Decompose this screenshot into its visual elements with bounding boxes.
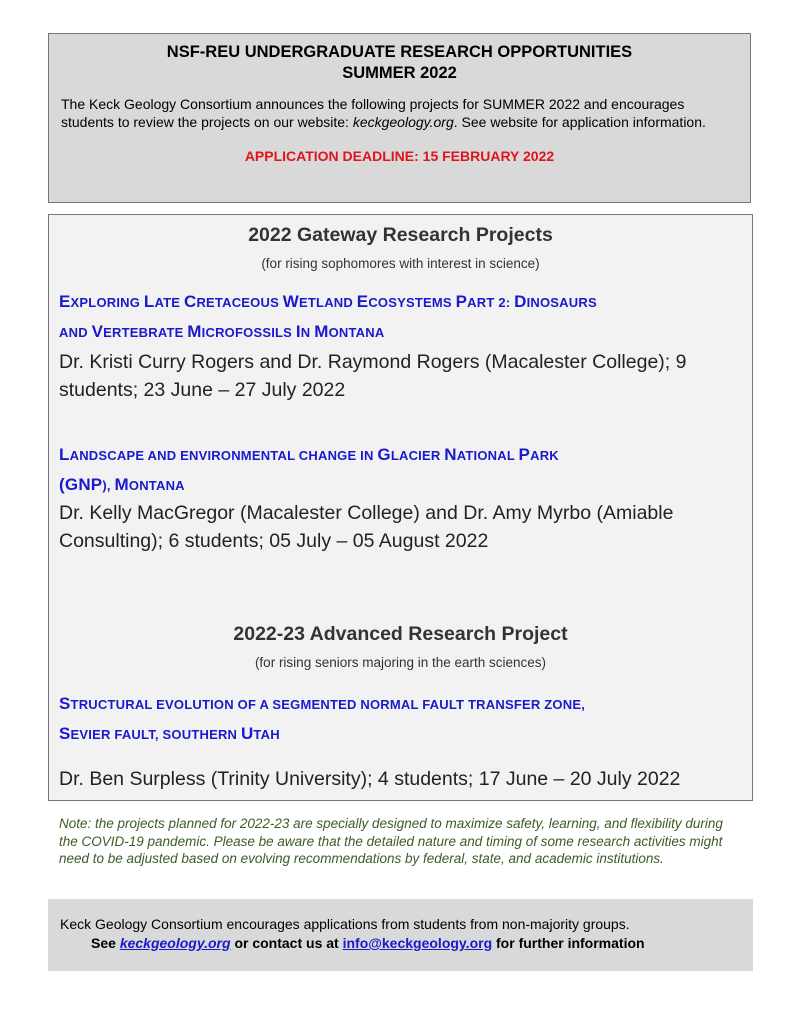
intro-part-2: . See website for application information.: [453, 114, 706, 130]
project-3-title: [59, 689, 742, 749]
footer-email-link[interactable]: info@keckgeology.org: [342, 935, 493, 951]
project-2-title-line-2: (GNP), MONTANA: [59, 475, 185, 494]
project-3-description: Dr. Ben Surpless (Trinity University); 4 students; 17 June – 20 July 2022: [59, 768, 681, 790]
projects-box: [48, 214, 753, 801]
announcement-header-box: [48, 33, 751, 203]
project-1-title-line-1: EXPLORING LATE CRETACEOUS WETLAND ECOSYSTEMS PART 2: DINOSAURS: [59, 292, 597, 311]
footer-line-2: [91, 935, 645, 951]
title-line-1: NSF-REU UNDERGRADUATE RESEARCH OPPORTUNITIES: [166, 43, 633, 61]
project-1-description: Dr. Kristi Curry Rogers and Dr. Raymond Rogers (Macalester College); 9 students; 23 June – 27 July 2022: [59, 351, 687, 401]
footer-contact: or contact us at: [230, 935, 343, 951]
intro-website-link[interactable]: keckgeology.org: [352, 114, 454, 130]
gateway-section-title: 2022 Gateway Research Projects: [248, 224, 553, 246]
footer-tail: for further information: [492, 935, 645, 951]
page-title: [49, 42, 750, 84]
intro-part-1: The Keck Geology Consortium announces the following projects for SUMMER 2022 and encourages students to review the projects on our website:: [61, 96, 685, 130]
gateway-section-subtitle: (for rising sophomores with interest in science): [261, 256, 540, 271]
advanced-section-title: 2022-23 Advanced Research Project: [233, 623, 568, 645]
footer-website-link[interactable]: keckgeology.org: [119, 935, 231, 951]
advanced-section-subtitle: (for rising seniors majoring in the earth sciences): [254, 655, 547, 670]
project-2-title-line-1: LANDSCAPE AND ENVIRONMENTAL CHANGE IN GLACIER NATIONAL PARK: [59, 445, 559, 464]
project-3-title-line-2: SEVIER FAULT, SOUTHERN UTAH: [59, 724, 280, 743]
footer-see: See: [91, 935, 120, 951]
covid-note: Note: the projects planned for 2022-23 are specially designed to maximize safety, learning, and flexibility during the COVID-19 pandemic. Please be aware that the detailed nature and timing of some research activities might need to be adjusted based on evolving recommendations by federal, state, and academic institutions.: [59, 816, 723, 866]
footer-box: [48, 899, 753, 971]
project-1-title-line-2: AND VERTEBRATE MICROFOSSILS IN MONTANA: [59, 322, 385, 341]
footer-line-1: Keck Geology Consortium encourages applications from students from non-majority groups.: [60, 916, 630, 932]
application-deadline: APPLICATION DEADLINE: 15 FEBRUARY 2022: [244, 148, 555, 164]
project-1-title: [59, 287, 742, 347]
project-2-description: Dr. Kelly MacGregor (Macalester College) and Dr. Amy Myrbo (Amiable Consulting); 6 students; 05 July – 05 August 2022: [59, 502, 674, 552]
intro-text: [49, 95, 750, 131]
project-2-title: [59, 440, 742, 500]
title-line-2: SUMMER 2022: [342, 64, 457, 82]
project-3-title-line-1: STRUCTURAL EVOLUTION OF A SEGMENTED NORMAL FAULT TRANSFER ZONE,: [59, 694, 585, 713]
